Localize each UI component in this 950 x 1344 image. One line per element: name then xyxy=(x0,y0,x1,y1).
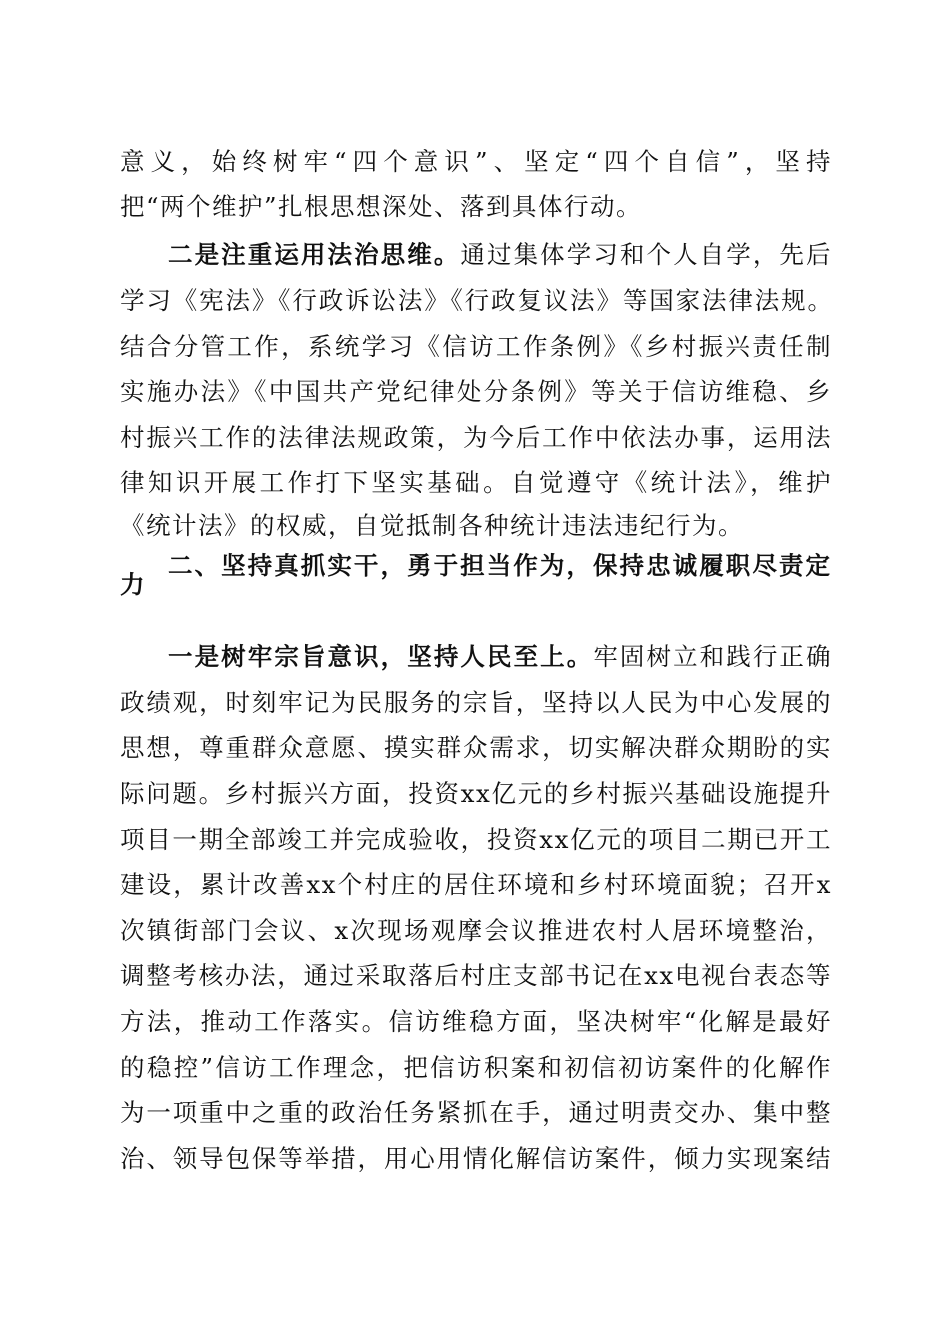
text-line: 学习《宪法》《行政诉讼法》《行政复议法》等国家法律法规。 xyxy=(120,286,832,315)
text-line: 治、领导包保等举措，用心用情化解信访案件，倾力实现案结 xyxy=(120,1144,832,1173)
paragraph-line xyxy=(168,637,832,677)
text-line: 次镇街部门会议、x次现场观摩会议推进农村人居环境整治， xyxy=(120,916,832,945)
text-line: 政绩观，时刻牢记为民服务的宗旨，坚持以人民为中心发展的 xyxy=(120,688,832,717)
text-line: 方法，推动工作落实。信访维稳方面，坚决树牢“化解是最好 xyxy=(120,1007,832,1036)
text-span: 通过集体学习和个人自学，先后 xyxy=(460,240,833,269)
section-heading-continued: 力 xyxy=(120,570,146,599)
text-line: 结合分管工作，系统学习《信访工作条例》《乡村振兴责任制 xyxy=(120,332,832,361)
text-line: 把“两个维护”扎根思想深处、落到具体行动。 xyxy=(120,192,643,221)
text-line: 意义，始终树牢“四个意识”、坚定“四个自信”，坚持 xyxy=(120,147,832,176)
text-line: 调整考核办法，通过采取落后村庄支部书记在xx电视台表态等 xyxy=(120,961,832,990)
subheading-inline: 一是树牢宗旨意识，坚持人民至上。 xyxy=(168,642,594,671)
section-heading: 二、坚持真抓实干，勇于担当作为，保持忠诚履职尽责定 xyxy=(168,551,832,580)
text-line: 实施办法》《中国共产党纪律处分条例》等关于信访维稳、乡 xyxy=(120,377,832,406)
text-span: 牢固树立和践行正确 xyxy=(593,642,833,671)
text-line: 的稳控”信访工作理念，把信访积案和初信初访案件的化解作 xyxy=(120,1053,832,1082)
text-line: 村振兴工作的法律法规政策，为今后工作中依法办事，运用法 xyxy=(120,423,832,452)
text-line: 律知识开展工作打下坚实基础。自觉遵守《统计法》，维护 xyxy=(120,468,832,497)
text-line: 建设，累计改善xx个村庄的居住环境和乡村环境面貌；召开x xyxy=(120,870,832,899)
text-line: 思想，尊重群众意愿、摸实群众需求，切实解决群众期盼的实 xyxy=(120,733,832,762)
text-line: 《统计法》的权威，自觉抵制各种统计违法违纪行为。 xyxy=(120,511,744,540)
text-line: 际问题。乡村振兴方面，投资xx亿元的乡村振兴基础设施提升 xyxy=(120,779,832,808)
paragraph-line xyxy=(168,235,832,275)
text-line: 为一项重中之重的政治任务紧抓在手，通过明责交办、集中整 xyxy=(120,1098,832,1127)
text-line: 项目一期全部竣工并完成验收，投资xx亿元的项目二期已开工 xyxy=(120,825,832,854)
subheading-inline: 二是注重运用法治思维。 xyxy=(168,240,461,269)
